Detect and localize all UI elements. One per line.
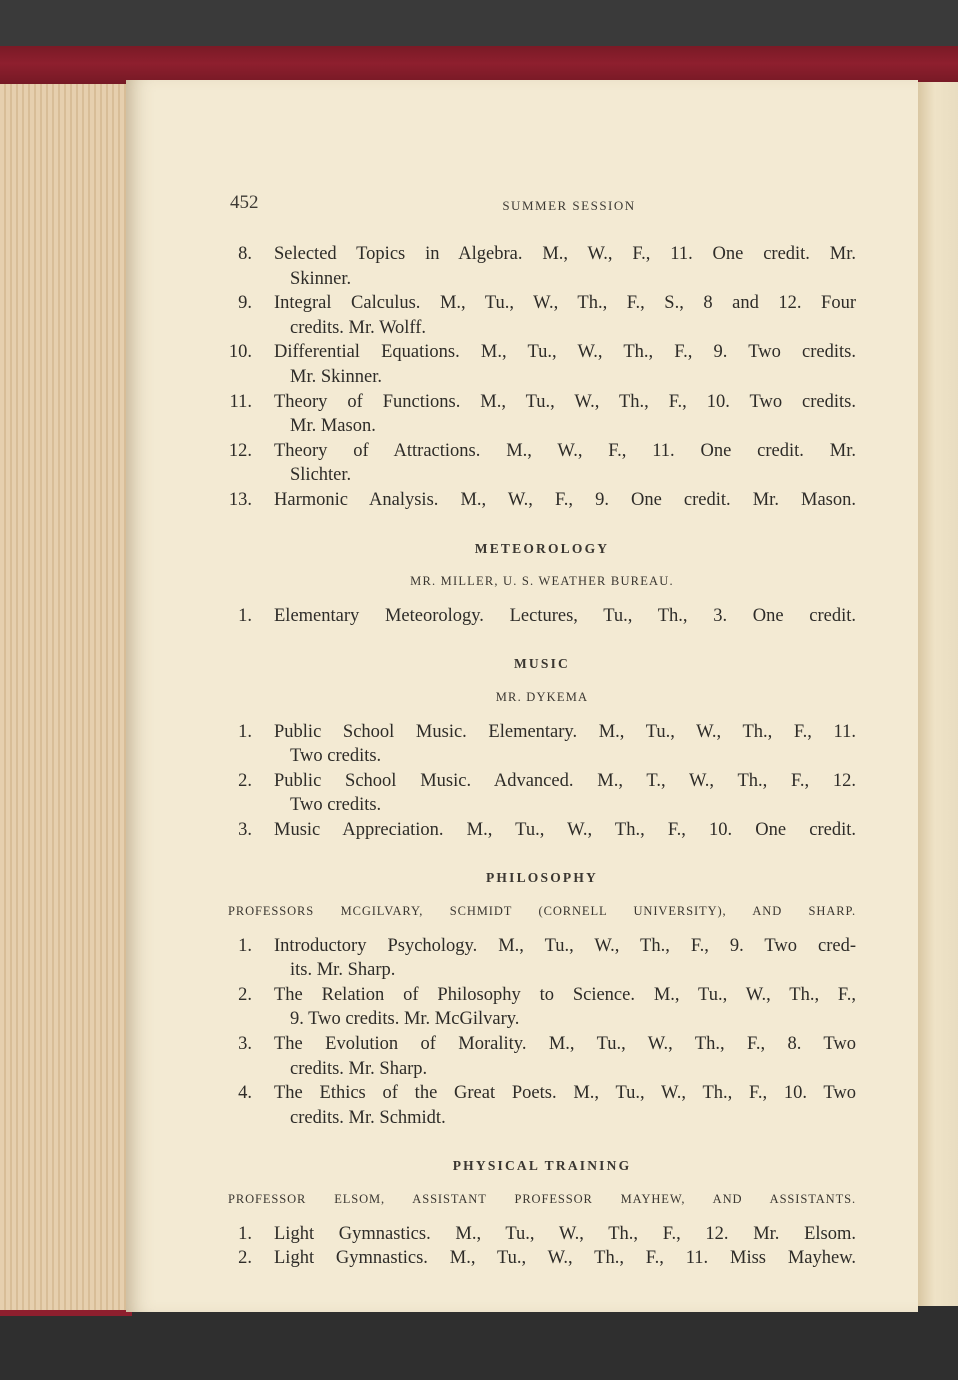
section-instructors: PROFESSOR ELSOM, ASSISTANT PROFESSOR MAYHEW, AND ASSISTANTS. <box>228 1192 856 1206</box>
page-stack-edge <box>0 84 132 1316</box>
course-text: Elementary Meteorology. Lectures, Tu., Th., 3. One credit. <box>274 605 856 626</box>
section-music <box>228 652 856 842</box>
course-entry <box>228 1222 856 1247</box>
course-number: 2. <box>238 984 252 1005</box>
section-philosophy <box>228 866 856 1130</box>
course-number: 1. <box>238 605 252 626</box>
course-number: 2. <box>238 1248 252 1269</box>
course-entry <box>228 390 856 439</box>
course-number: 4. <box>238 1083 252 1104</box>
course-text: Introductory Psychology. M., Tu., W., Th., F., 9. Two cred- <box>274 935 856 956</box>
course-text-continued: credits. Mr. Wolff. <box>290 317 427 338</box>
course-text-continued: credits. Mr. Sharp. <box>290 1058 428 1079</box>
course-text-continued: Skinner. <box>290 268 352 289</box>
course-entry <box>228 720 856 769</box>
book-cover-bottom-edge <box>0 1300 958 1380</box>
course-number: 1. <box>238 935 252 956</box>
course-text: The Ethics of the Great Poets. M., Tu., W., Th., F., 10. Two <box>274 1083 856 1104</box>
course-text-continued: its. Mr. Sharp. <box>290 960 396 981</box>
section-instructors: MR. MILLER, U. S. WEATHER BUREAU. <box>410 574 674 589</box>
course-text: Theory of Functions. M., Tu., W., Th., F., 10. Two credits. <box>274 391 856 412</box>
course-text-continued: Two credits. <box>290 795 382 816</box>
course-number: 1. <box>238 721 252 742</box>
course-text: Public School Music. Advanced. M., T., W., Th., F., 12. <box>274 770 856 791</box>
course-entry <box>228 769 856 818</box>
course-text: Light Gymnastics. M., Tu., W., Th., F., 11. Miss Mayhew. <box>274 1248 856 1269</box>
course-text: Music Appreciation. M., Tu., W., Th., F., 10. One credit. <box>274 819 856 840</box>
facing-page-edge <box>916 82 958 1306</box>
course-entry <box>228 934 856 983</box>
course-number: 2. <box>238 770 252 791</box>
course-entry <box>228 818 856 843</box>
running-head: SUMMER SESSION <box>502 198 636 213</box>
course-entry <box>228 1081 856 1130</box>
course-entry <box>228 242 856 291</box>
course-number: 8. <box>238 244 252 264</box>
section-instructors: MR. DYKEMA <box>495 689 589 704</box>
section-mathematics-continued <box>228 242 856 513</box>
course-entry <box>228 983 856 1032</box>
section-instructors: PROFESSORS MCGILVARY, SCHMIDT (CORNELL UNIVERSITY), AND SHARP. <box>228 904 856 919</box>
course-text-continued: Slichter. <box>290 465 352 486</box>
course-text: Integral Calculus. M., Tu., W., Th., F., S., 8 and 12. Four <box>274 293 856 314</box>
course-number: 11. <box>229 391 252 412</box>
course-number: 1. <box>238 1223 252 1244</box>
course-entry <box>228 291 856 340</box>
course-text: Public School Music. Elementary. M., Tu., W., Th., F., 11. <box>274 721 856 742</box>
section-physical-training <box>228 1154 856 1270</box>
course-text-continued: Two credits. <box>290 746 382 767</box>
page-number: 452 <box>230 192 259 213</box>
course-text-continued: 9. Two credits. Mr. McGilvary. <box>290 1009 520 1030</box>
course-text: Theory of Attractions. M., W., F., 11. One credit. Mr. <box>274 440 856 461</box>
course-text: The Relation of Philosophy to Science. M., Tu., W., Th., F., <box>274 984 856 1005</box>
course-number: 12. <box>228 440 252 461</box>
section-title: MUSIC <box>513 656 570 672</box>
page-header <box>230 192 858 218</box>
course-text-continued: Mr. Skinner. <box>290 366 382 387</box>
course-text: Selected Topics in Algebra. M., W., F., 11. One credit. Mr. <box>274 244 856 264</box>
course-entry <box>228 1246 856 1271</box>
course-text-continued: credits. Mr. Schmidt. <box>290 1107 446 1128</box>
course-number: 9. <box>238 293 252 314</box>
section-title: PHYSICAL TRAINING <box>452 1158 632 1174</box>
course-entry <box>228 1032 856 1081</box>
course-text-continued: Mr. Mason. <box>290 416 376 437</box>
course-text: Differential Equations. M., Tu., W., Th., F., 9. Two credits. <box>274 342 856 363</box>
course-entry <box>228 439 856 488</box>
course-entry <box>228 340 856 389</box>
course-text: Harmonic Analysis. M., W., F., 9. One credit. Mr. Mason. <box>274 489 856 510</box>
course-number: 3. <box>238 1034 252 1055</box>
course-number: 3. <box>238 819 252 840</box>
course-entry <box>228 604 856 629</box>
page-content <box>228 242 856 1271</box>
section-title: PHILOSOPHY <box>485 870 598 886</box>
course-number: 10. <box>228 342 252 363</box>
section-meteorology <box>228 537 856 629</box>
course-entry <box>228 488 856 513</box>
course-text: Light Gymnastics. M., Tu., W., Th., F., 12. Mr. Elsom. <box>274 1223 856 1244</box>
course-text: The Evolution of Morality. M., Tu., W., Th., F., 8. Two <box>274 1034 856 1055</box>
course-number: 13. <box>228 489 252 510</box>
section-title: METEOROLOGY <box>474 540 610 556</box>
